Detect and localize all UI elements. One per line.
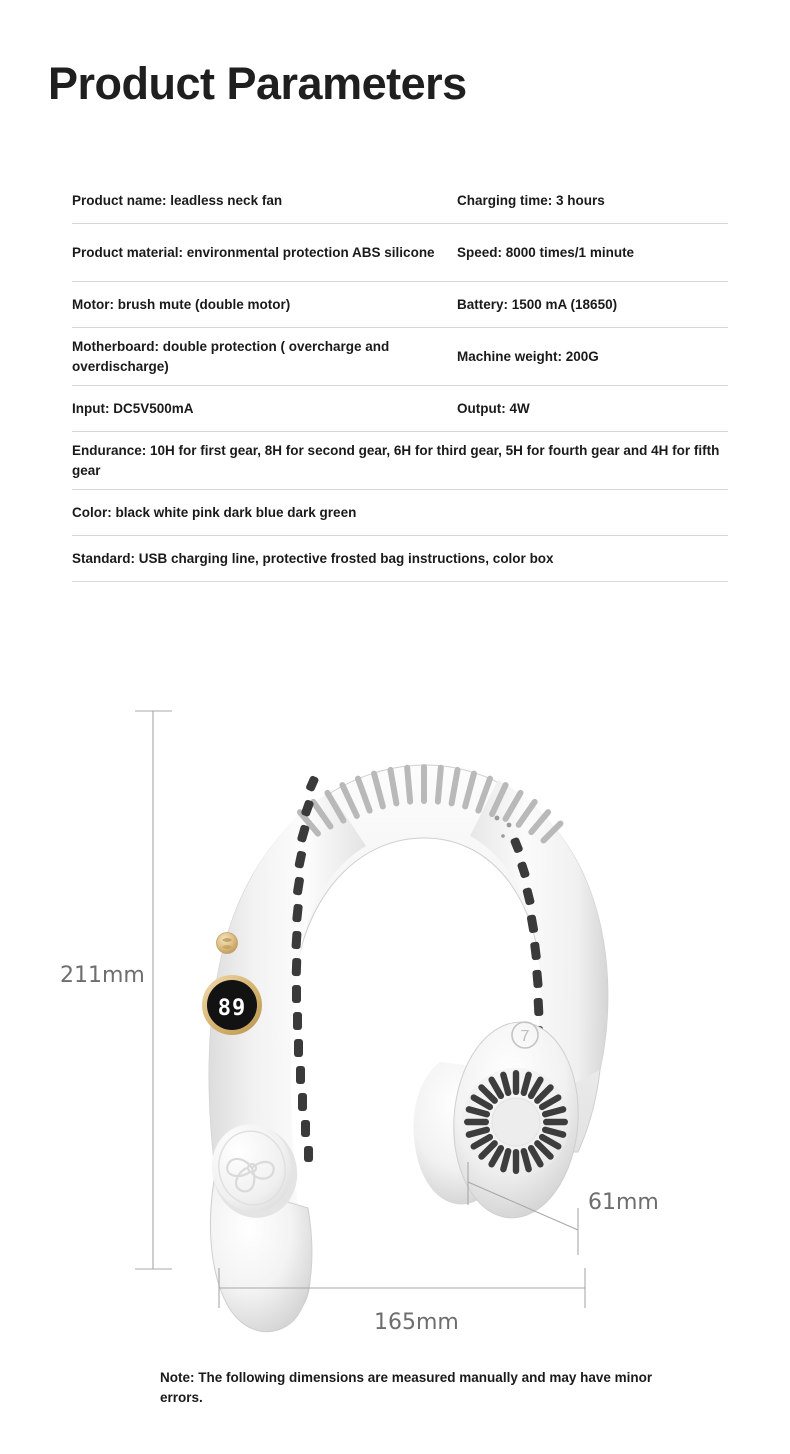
gold-button-icon[interactable] bbox=[217, 933, 238, 954]
svg-text:7: 7 bbox=[520, 1028, 530, 1045]
dimension-label-depth: 61mm bbox=[588, 1190, 659, 1215]
page-title: Product Parameters bbox=[48, 58, 467, 109]
table-row bbox=[72, 432, 728, 490]
table-row bbox=[72, 178, 728, 224]
table-row bbox=[72, 282, 728, 328]
table-row bbox=[72, 386, 728, 432]
spec-machine-weight: Machine weight: 200G bbox=[457, 348, 599, 364]
spec-charging-time: Charging time: 3 hours bbox=[457, 192, 605, 208]
fan-grille-icon bbox=[462, 1068, 570, 1176]
dimension-label-width: 165mm bbox=[374, 1310, 459, 1335]
spec-product-name: Product name: leadless neck fan bbox=[72, 192, 283, 208]
measurement-note: Note: The following dimensions are measured manually and may have minor errors. bbox=[160, 1370, 653, 1405]
spec-motherboard: Motherboard: double protection ( overcharge and overdischarge) bbox=[72, 339, 390, 374]
spec-output: Output: 4W bbox=[457, 400, 530, 416]
spec-battery: Battery: 1500 mA (18650) bbox=[457, 296, 618, 312]
display-value: 89 bbox=[217, 996, 247, 1021]
table-row bbox=[72, 536, 728, 582]
product-illustration bbox=[0, 660, 790, 1360]
table-row bbox=[72, 328, 728, 386]
spec-table bbox=[72, 178, 728, 582]
spec-standard: Standard: USB charging line, protective frosted bag instructions, color box bbox=[72, 550, 554, 566]
neck-fan-drawing bbox=[0, 660, 790, 1360]
spec-speed: Speed: 8000 times/1 minute bbox=[457, 244, 635, 260]
led-display bbox=[202, 975, 262, 1035]
spec-color: Color: black white pink dark blue dark green bbox=[72, 504, 357, 520]
dimension-label-height: 211mm bbox=[60, 963, 145, 988]
spec-endurance: Endurance: 10H for first gear, 8H for second gear, 6H for third gear, 5H for fourth gear and 4H for fifth gear bbox=[72, 443, 720, 478]
spec-input: Input: DC5V500mA bbox=[72, 400, 194, 416]
table-row bbox=[72, 490, 728, 536]
spec-motor: Motor: brush mute (double motor) bbox=[72, 296, 291, 312]
table-row bbox=[72, 224, 728, 282]
spec-product-material: Product material: environmental protection ABS silicone bbox=[72, 244, 435, 260]
